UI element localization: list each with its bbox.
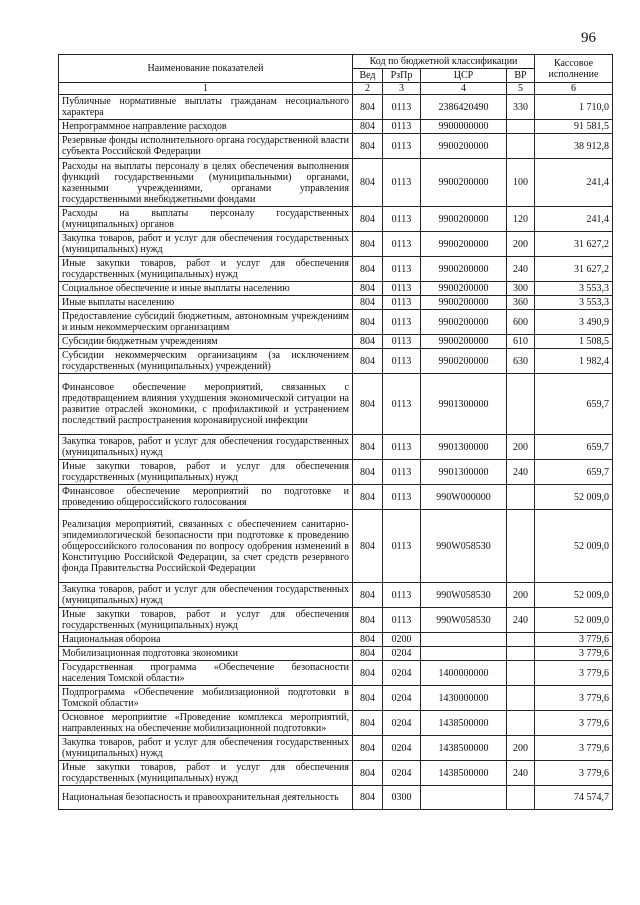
- table-row: [59, 335, 613, 349]
- row-csr: 9900200000: [421, 159, 507, 207]
- row-amount: 1 982,4: [535, 349, 613, 374]
- row-vr: [507, 633, 535, 647]
- row-amount: 3 779,6: [535, 711, 613, 736]
- row-amount: 659,7: [535, 435, 613, 460]
- row-amount: 3 553,3: [535, 296, 613, 310]
- row-ved: 804: [353, 257, 383, 282]
- row-amount: 659,7: [535, 460, 613, 485]
- row-vr: 300: [507, 282, 535, 296]
- header-amount: Кассовое исполнение: [535, 55, 613, 83]
- row-csr: 9900200000: [421, 296, 507, 310]
- row-rzpr: 0113: [383, 282, 421, 296]
- row-amount: 659,7: [535, 374, 613, 435]
- row-csr: 9900200000: [421, 134, 507, 159]
- row-ved: 804: [353, 661, 383, 686]
- page-number: 96: [581, 30, 596, 46]
- row-amount: 52 009,0: [535, 510, 613, 583]
- row-rzpr: 0113: [383, 335, 421, 349]
- row-name: Социальное обеспечение и иные выплаты населению: [59, 282, 353, 296]
- row-amount: 3 779,6: [535, 761, 613, 786]
- row-rzpr: 0113: [383, 95, 421, 120]
- row-name: Мобилизационная подготовка экономики: [59, 647, 353, 661]
- row-name: Закупка товаров, работ и услуг для обеспечения государственных (муниципальных) нужд: [59, 435, 353, 460]
- row-name: Финансовое обеспечение мероприятий, связанных с предотвращением влияния ухудшения экономической ситуации на развитие отраслей экономики, с профилактикой и устранением последствий распространения коронавирусной инфекции: [59, 374, 353, 435]
- table-row: [59, 686, 613, 711]
- row-csr: 1438500000: [421, 736, 507, 761]
- row-amount: 3 779,6: [535, 647, 613, 661]
- budget-execution-table: [58, 54, 613, 810]
- row-ved: 804: [353, 310, 383, 335]
- row-vr: [507, 120, 535, 134]
- row-ved: 804: [353, 711, 383, 736]
- row-ved: 804: [353, 583, 383, 608]
- row-rzpr: 0113: [383, 608, 421, 633]
- row-csr: 990W058530: [421, 608, 507, 633]
- row-amount: 38 912,8: [535, 134, 613, 159]
- row-ved: 804: [353, 374, 383, 435]
- row-ved: 804: [353, 761, 383, 786]
- table-row: [59, 510, 613, 583]
- row-vr: [507, 661, 535, 686]
- row-csr: 9900200000: [421, 335, 507, 349]
- table-row: [59, 207, 613, 232]
- column-index: 1: [59, 83, 353, 95]
- row-amount: 241,4: [535, 159, 613, 207]
- row-name: Закупка товаров, работ и услуг для обеспечения государственных (муниципальных) нужд: [59, 232, 353, 257]
- row-csr: 1430000000: [421, 686, 507, 711]
- row-name: Иные закупки товаров, работ и услуг для обеспечения государственных (муниципальных) нужд: [59, 460, 353, 485]
- header-code-group: Код по бюджетной классификации: [353, 55, 535, 69]
- row-ved: 804: [353, 134, 383, 159]
- row-vr: 100: [507, 159, 535, 207]
- row-amount: 3 779,6: [535, 661, 613, 686]
- row-amount: 52 009,0: [535, 608, 613, 633]
- row-name: Национальная оборона: [59, 633, 353, 647]
- row-name: Расходы на выплаты персоналу государственных (муниципальных) органов: [59, 207, 353, 232]
- row-vr: [507, 786, 535, 810]
- row-ved: 804: [353, 282, 383, 296]
- table-row: [59, 296, 613, 310]
- table-row: [59, 282, 613, 296]
- row-csr: 9901300000: [421, 374, 507, 435]
- row-ved: 804: [353, 435, 383, 460]
- row-amount: 3 779,6: [535, 686, 613, 711]
- table-row: [59, 711, 613, 736]
- row-vr: 600: [507, 310, 535, 335]
- row-ved: 804: [353, 159, 383, 207]
- row-rzpr: 0113: [383, 232, 421, 257]
- table-row: [59, 485, 613, 510]
- row-name: Иные закупки товаров, работ и услуг для обеспечения государственных (муниципальных) нужд: [59, 608, 353, 633]
- row-csr: 9901300000: [421, 460, 507, 485]
- row-vr: 630: [507, 349, 535, 374]
- row-ved: 804: [353, 232, 383, 257]
- table-row: [59, 647, 613, 661]
- column-index: 4: [421, 83, 507, 95]
- row-rzpr: 0113: [383, 120, 421, 134]
- row-rzpr: 0113: [383, 349, 421, 374]
- row-name: Подпрограмма «Обеспечение мобилизационной подготовки в Томской области»: [59, 686, 353, 711]
- row-vr: 200: [507, 736, 535, 761]
- row-ved: 804: [353, 485, 383, 510]
- row-ved: 804: [353, 786, 383, 810]
- table-row: [59, 460, 613, 485]
- row-name: Непрограммное направление расходов: [59, 120, 353, 134]
- table-row: [59, 608, 613, 633]
- row-name: Закупка товаров, работ и услуг для обеспечения государственных (муниципальных) нужд: [59, 736, 353, 761]
- row-amount: 74 574,7: [535, 786, 613, 810]
- row-ved: 804: [353, 207, 383, 232]
- row-vr: 240: [507, 257, 535, 282]
- row-rzpr: 0200: [383, 633, 421, 647]
- row-vr: 610: [507, 335, 535, 349]
- row-vr: [507, 134, 535, 159]
- table-row: [59, 310, 613, 335]
- row-ved: 804: [353, 736, 383, 761]
- table-row: [59, 134, 613, 159]
- row-ved: 804: [353, 686, 383, 711]
- row-amount: 3 553,3: [535, 282, 613, 296]
- row-vr: [507, 510, 535, 583]
- row-name: Публичные нормативные выплаты гражданам несоциального характера: [59, 95, 353, 120]
- row-rzpr: 0204: [383, 761, 421, 786]
- column-index-row: [59, 83, 613, 95]
- row-name: Иные выплаты населению: [59, 296, 353, 310]
- row-amount: 3 779,6: [535, 736, 613, 761]
- row-csr: 2386420490: [421, 95, 507, 120]
- row-ved: 804: [353, 95, 383, 120]
- row-csr: 990W058530: [421, 583, 507, 608]
- row-csr: 9900000000: [421, 120, 507, 134]
- row-rzpr: 0113: [383, 207, 421, 232]
- row-vr: 330: [507, 95, 535, 120]
- row-csr: 9900200000: [421, 310, 507, 335]
- row-ved: 804: [353, 335, 383, 349]
- row-csr: 1438500000: [421, 761, 507, 786]
- table-row: [59, 661, 613, 686]
- row-amount: 52 009,0: [535, 583, 613, 608]
- row-rzpr: 0113: [383, 159, 421, 207]
- table-row: [59, 159, 613, 207]
- header-ved: Вед: [353, 69, 383, 83]
- row-amount: 1 710,0: [535, 95, 613, 120]
- row-csr: 990W000000: [421, 485, 507, 510]
- row-rzpr: 0113: [383, 257, 421, 282]
- row-amount: 3 779,6: [535, 633, 613, 647]
- table-row: [59, 736, 613, 761]
- header-csr: ЦСР: [421, 69, 507, 83]
- table-row: [59, 583, 613, 608]
- row-rzpr: 0113: [383, 374, 421, 435]
- row-vr: 200: [507, 232, 535, 257]
- header-rzpr: РзПр: [383, 69, 421, 83]
- row-rzpr: 0113: [383, 460, 421, 485]
- row-csr: 1438500000: [421, 711, 507, 736]
- row-ved: 804: [353, 120, 383, 134]
- row-rzpr: 0113: [383, 435, 421, 460]
- row-name: Субсидии бюджетным учреждениям: [59, 335, 353, 349]
- row-rzpr: 0204: [383, 686, 421, 711]
- table-row: [59, 349, 613, 374]
- row-name: Финансовое обеспечение мероприятий по подготовке и проведению общероссийского голосования: [59, 485, 353, 510]
- row-rzpr: 0113: [383, 134, 421, 159]
- table-row: [59, 761, 613, 786]
- column-index: 2: [353, 83, 383, 95]
- row-ved: 804: [353, 510, 383, 583]
- row-ved: 804: [353, 647, 383, 661]
- row-csr: 9900200000: [421, 232, 507, 257]
- row-name: Государственная программа «Обеспечение безопасности населения Томской области»: [59, 661, 353, 686]
- table-row: [59, 95, 613, 120]
- row-vr: 120: [507, 207, 535, 232]
- row-csr: 9900200000: [421, 257, 507, 282]
- table-row: [59, 374, 613, 435]
- row-rzpr: 0113: [383, 485, 421, 510]
- row-csr: [421, 633, 507, 647]
- row-name: Закупка товаров, работ и услуг для обеспечения государственных (муниципальных) нужд: [59, 583, 353, 608]
- row-vr: [507, 647, 535, 661]
- row-vr: [507, 686, 535, 711]
- row-name: Реализация мероприятий, связанных с обеспечением санитарно- эпидемиологической безопасности при подготовке к проведению общероссийского голосования по вопросу одобрения изменений в Конституцию Российской Федерации, за счет средств резервного фонда Правительства Российской Федерации: [59, 510, 353, 583]
- row-name: Основное мероприятие «Проведение комплекса мероприятий, направленных на обеспечение мобилизационной подготовки»: [59, 711, 353, 736]
- row-vr: 200: [507, 435, 535, 460]
- row-csr: 1400000000: [421, 661, 507, 686]
- row-name: Резервные фонды исполнительного органа государственной власти субъекта Российской Федерации: [59, 134, 353, 159]
- row-ved: 804: [353, 460, 383, 485]
- column-index: 6: [535, 83, 613, 95]
- row-csr: 9901300000: [421, 435, 507, 460]
- table-row: [59, 633, 613, 647]
- row-ved: 804: [353, 633, 383, 647]
- column-index: 3: [383, 83, 421, 95]
- row-rzpr: 0204: [383, 711, 421, 736]
- row-ved: 804: [353, 608, 383, 633]
- row-vr: 240: [507, 761, 535, 786]
- table-row: [59, 786, 613, 810]
- header-name: Наименование показателей: [59, 55, 353, 83]
- row-rzpr: 0204: [383, 647, 421, 661]
- row-name: Субсидии некоммерческим организациям (за исключением государственных (муниципальных) учреждений): [59, 349, 353, 374]
- row-vr: [507, 485, 535, 510]
- row-name: Иные закупки товаров, работ и услуг для обеспечения государственных (муниципальных) нужд: [59, 257, 353, 282]
- row-csr: 9900200000: [421, 282, 507, 296]
- row-vr: 360: [507, 296, 535, 310]
- row-rzpr: 0204: [383, 736, 421, 761]
- row-rzpr: 0300: [383, 786, 421, 810]
- row-amount: 31 627,2: [535, 232, 613, 257]
- row-amount: 1 508,5: [535, 335, 613, 349]
- row-rzpr: 0204: [383, 661, 421, 686]
- row-csr: 990W058530: [421, 510, 507, 583]
- row-amount: 91 581,5: [535, 120, 613, 134]
- row-amount: 3 490,9: [535, 310, 613, 335]
- row-csr: [421, 647, 507, 661]
- row-vr: [507, 374, 535, 435]
- row-rzpr: 0113: [383, 510, 421, 583]
- row-amount: 31 627,2: [535, 257, 613, 282]
- column-index: 5: [507, 83, 535, 95]
- row-name: Иные закупки товаров, работ и услуг для обеспечения государственных (муниципальных) нужд: [59, 761, 353, 786]
- table-row: [59, 120, 613, 134]
- row-rzpr: 0113: [383, 310, 421, 335]
- row-csr: [421, 786, 507, 810]
- table-row: [59, 232, 613, 257]
- row-csr: 9900200000: [421, 207, 507, 232]
- header-vr: ВР: [507, 69, 535, 83]
- row-amount: 52 009,0: [535, 485, 613, 510]
- row-amount: 241,4: [535, 207, 613, 232]
- table-row: [59, 257, 613, 282]
- row-name: Предоставление субсидий бюджетным, автономным учреждениям и иным некоммерческим организациям: [59, 310, 353, 335]
- row-rzpr: 0113: [383, 296, 421, 310]
- row-rzpr: 0113: [383, 583, 421, 608]
- row-vr: 200: [507, 583, 535, 608]
- row-ved: 804: [353, 296, 383, 310]
- table-body: [59, 95, 613, 810]
- row-name: Национальная безопасность и правоохранительная деятельность: [59, 786, 353, 810]
- row-vr: [507, 711, 535, 736]
- row-vr: 240: [507, 460, 535, 485]
- row-ved: 804: [353, 349, 383, 374]
- table-row: [59, 435, 613, 460]
- row-vr: 240: [507, 608, 535, 633]
- row-csr: 9900200000: [421, 349, 507, 374]
- row-name: Расходы на выплаты персоналу в целях обеспечения выполнения функций государственными (муниципальными) органами, казенными учреждениями, органами управления государственными внебюджетными фондами: [59, 159, 353, 207]
